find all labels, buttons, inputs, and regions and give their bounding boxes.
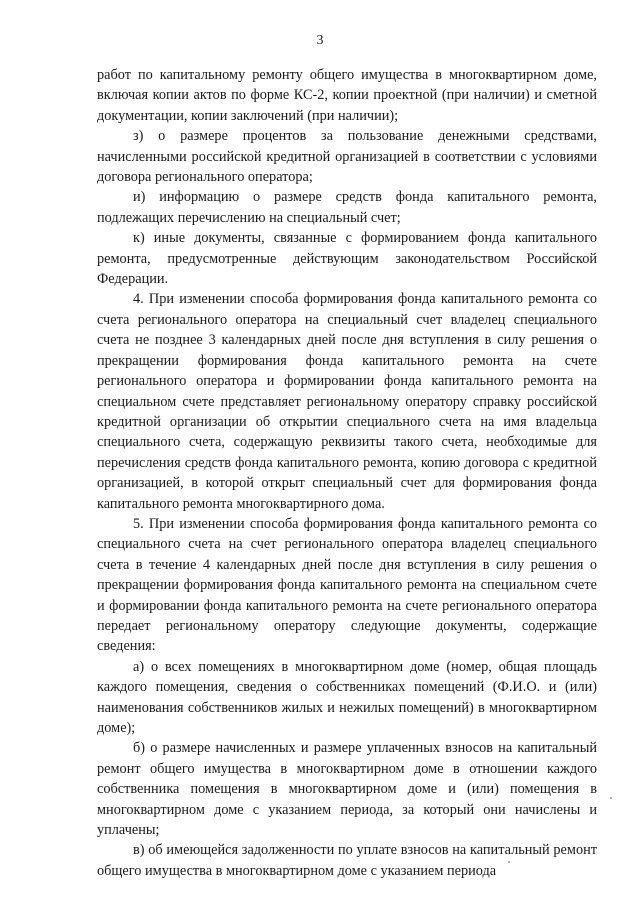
- paragraph-item-a: а) о всех помещениях в многоквартирном доме (номер, общая площадь каждого помещения, сведения о собственниках помещений (Ф.И.О. и (или) наименования собственников жилых и нежилых помещений) в многоквартирном доме);: [97, 658, 597, 736]
- scan-speck: [610, 797, 612, 799]
- paragraph-clause-4: 4. При изменении способа формирования фонда капитального ремонта со счета регионального оператора на специальный счет владелец специального счета не позднее 3 календарных дней после дня вступления в силу решения о прекращении формирования фонда капитального ремонта на счете регионального оператора и формировании фонда капитального ремонта на специальном счете представляет региональному оператору справку российской кредитной организации об открытии специального счета на имя владельца специального счета, содержащую реквизиты такого счета, необходимые для перечисления средств фонда капитального ремонта, копию договора с кредитной организацией, в которой открыт специальный счет для формирования фонда капитального ремонта многоквартирного дома.: [97, 291, 597, 512]
- paragraph-item-v: в) об имеющейся задолженности по уплате взносов на капитальный ремонт общего имущества в многоквартирном доме с указанием периода: [97, 842, 597, 879]
- page-number: 3: [316, 33, 324, 48]
- paragraph-item-b: б) о размере начисленных и размере уплаченных взносов на капитальный ремонт общего имущества в многоквартирном доме в отношении каждого собственника помещения в многоквартирном доме и (или) помещения в многоквартирном доме с указанием периода, за который они начислены и уплачены;: [97, 740, 597, 839]
- paragraph-continuation: работ по капитальному ремонту общего имущества в многоквартирном доме, включая копии актов по форме КС-2, копии проектной (при наличии) и сметной документации, копии заключений (при наличии);: [97, 67, 597, 124]
- document-body: [97, 65, 597, 881]
- paragraph-clause-5: 5. При изменении способа формирования фонда капитального ремонта со специального счета на счет регионального оператора владелец специального счета в течение 4 календарных дней после дня вступления в силу решения о прекращении формирования фонда капитального ремонта на специальном счете и формировании фонда капитального ремонта на счете регионального оператора передает региональному оператору следующие документы, содержащие сведения:: [97, 515, 597, 655]
- paragraph-item-k: к) иные документы, связанные с формированием фонда капитального ремонта, предусмотренные действующим законодательством Российской Федерации.: [97, 230, 597, 288]
- paragraph-item-z: з) о размере процентов за пользование денежными средствами, начисленными российской кредитной организацией в соответствии с условиями договора регионального оператора;: [97, 128, 597, 186]
- paragraph-item-i: и) информацию о размере средств фонда капитального ремонта, подлежащих перечислению на специальный счет;: [97, 189, 597, 226]
- scan-speck: [508, 861, 510, 863]
